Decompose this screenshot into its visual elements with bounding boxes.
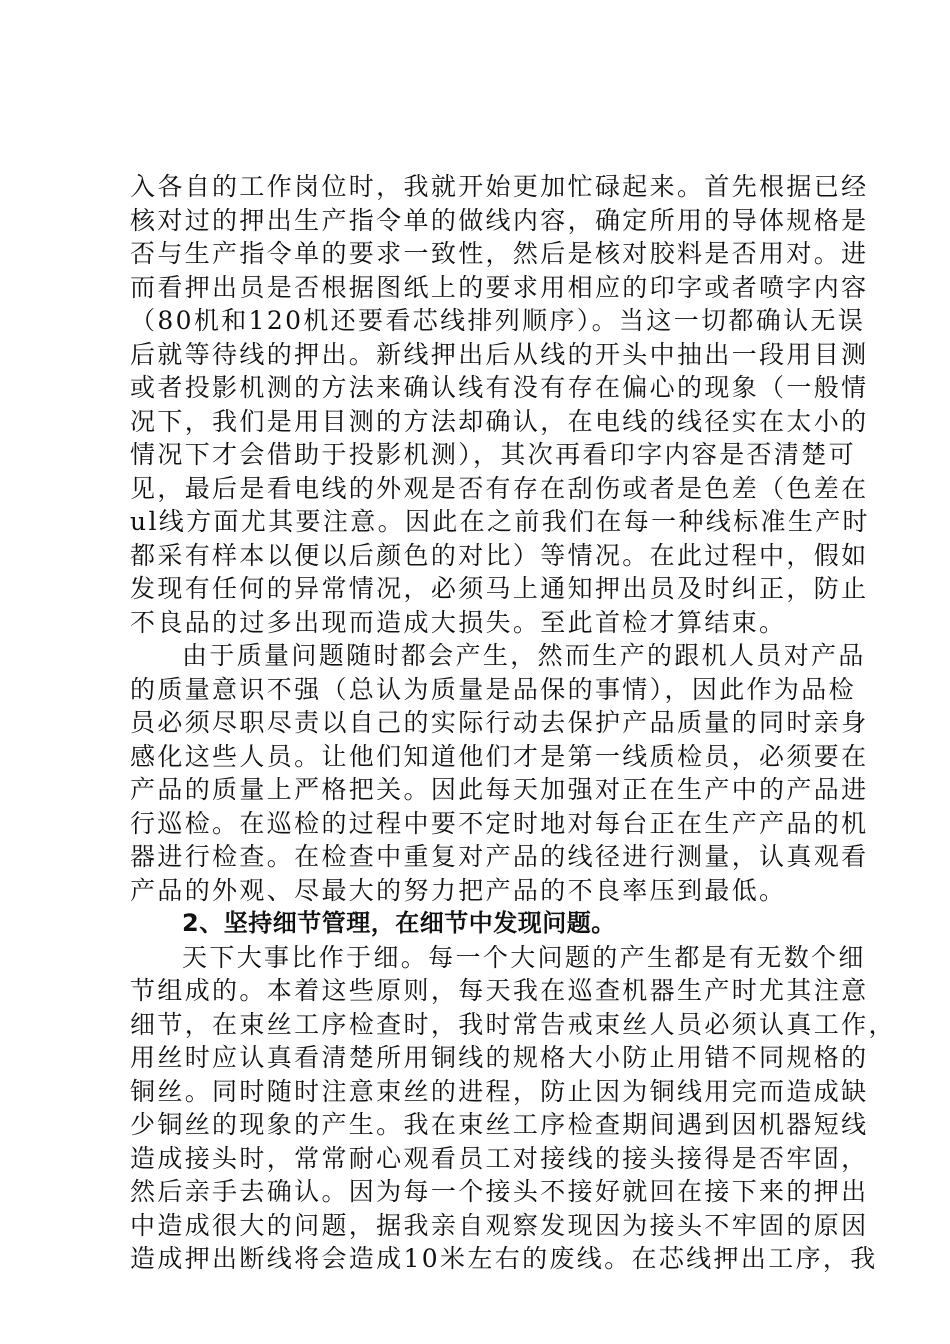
section-heading: 2、坚持细节管理，在细节中发现问题。	[182, 909, 616, 937]
text-line: 铜丝。同时随时注意束丝的进程，防止因为铜线用完而造成缺	[130, 1076, 869, 1106]
text-line: 况下，我们是用目测的方法却确认，在电线的线径实在太小的	[130, 406, 869, 436]
text-line: 的质量意识不强（总认为质量是品保的事情），因此作为品检	[130, 674, 856, 704]
text-line: 或者投影机测的方法来确认线有没有存在偏心的现象（一般情	[130, 373, 869, 402]
paragraph-1	[130, 170, 870, 639]
text-line: 发现有任何的异常情况，必须马上通知押出员及时纠正，防止	[130, 574, 869, 603]
text-line: 用丝时应认真看清楚所用铜线的规格大小防止用错不同规格的	[130, 1043, 869, 1072]
text-line: 核对过的押出生产指令单的做线内容，确定所用的导体规格是	[130, 205, 869, 235]
text-line: 后就等待线的押出。新线押出后从线的开头中抽出一段用目测	[130, 339, 869, 369]
text-line: 然后亲手去确认。因为每一个接头不接好就回在接下来的押出	[130, 1177, 869, 1206]
text-line: 由于质量问题随时都会产生，然而生产的跟机人员对产品	[182, 641, 866, 670]
paragraph-2	[130, 639, 869, 907]
text-line: 产品的质量上严格把关。因此每天加强对正在生产中的产品进	[130, 775, 869, 804]
paragraph-3	[130, 941, 896, 1276]
text-line: 少铜丝的现象的产生。我在束丝工序检查期间遇到因机器短线	[130, 1110, 869, 1139]
text-line: 节组成的。本着这些原则，每天我在巡查机器生产时尤其注意	[130, 976, 869, 1005]
text-line: 不良品的过多出现而造成大损失。至此首检才算结束。	[130, 607, 787, 637]
text-line: 造成接头时，常常耐心观看员工对接线的接头接得是否牢固，	[130, 1143, 869, 1173]
text-line: 行巡检。在巡检的过程中要不定时地对每台正在生产产品的机	[130, 808, 869, 838]
text-line: 细节，在束丝工序检查时，我时常告戒束丝人员必须认真工作，	[130, 1009, 896, 1039]
text-line: 否与生产指令单的要求一致性，然后是核对胶料是否用对。进	[130, 239, 869, 268]
text-line: 都采有样本以便以后颜色的对比）等情况。在此过程中，假如	[130, 540, 869, 570]
text-line: 情况下才会借助于投影机测），其次再看印字内容是否清楚可	[130, 440, 856, 469]
text-line: 器进行检查。在检查中重复对产品的线径进行测量，认真观看	[130, 842, 869, 871]
text-line: 感化这些人员。让他们知道他们才是第一线质检员，必须要在	[130, 741, 869, 771]
text-line: 而看押出员是否根据图纸上的要求用相应的印字或者喷字内容	[130, 272, 869, 302]
text-line: 员必须尽职尽责以自己的实际行动去保护产品质量的同时亲身	[130, 708, 869, 737]
text-line: 天下大事比作于细。每一个大问题的产生都是有无数个细	[182, 942, 866, 972]
text-line: 入各自的工作岗位时，我就开始更加忙碌起来。首先根据已经	[130, 172, 869, 201]
text-line: ul线方面尤其要注意。因此在之前我们在每一种线标准生产时	[130, 507, 870, 536]
document-page	[130, 170, 896, 1276]
text-line: 见，最后是看电线的外观是否有存在刮伤或者是色差（色差在	[130, 473, 869, 503]
text-line: 产品的外观、尽最大的努力把产品的不良率压到最低。	[130, 875, 787, 905]
text-line: （80机和120机还要看芯线排列顺序）。当这一切都确认无误	[130, 306, 866, 335]
text-line: 中造成很大的问题，据我亲自观察发现因为接头不牢固的原因	[130, 1210, 869, 1240]
text-line: 造成押出断线将会造成10米左右的废线。在芯线押出工序，我	[130, 1244, 878, 1273]
